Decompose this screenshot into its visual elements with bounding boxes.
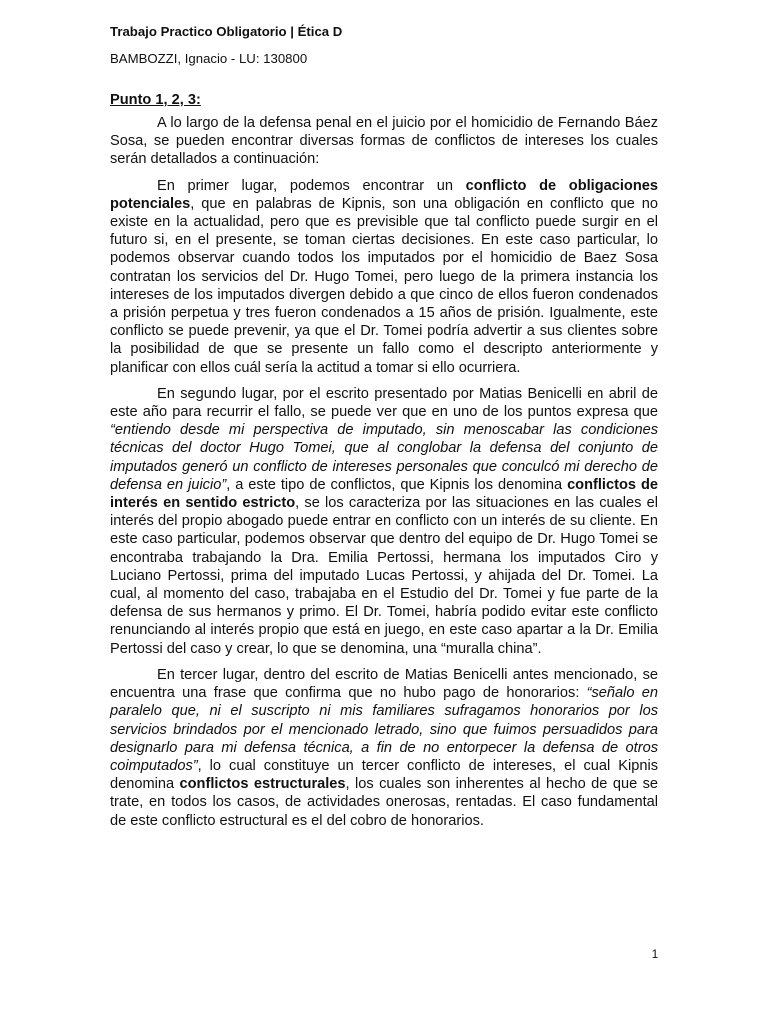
body-paragraph xyxy=(110,666,658,830)
bold-term: conflictos de interés en sentido estricto xyxy=(110,476,658,512)
paragraph-text: , los cuales son inherentes al hecho de que se trate, en todos los casos, de actividades onerosas, rentadas. El caso fundamental de este conflicto estructural es el del cobro de honorarios. xyxy=(110,776,659,829)
document-page xyxy=(110,22,658,830)
body-paragraph xyxy=(110,385,658,658)
quoted-text: “entiendo desde mi perspectiva de imputado, sin menoscabar las condiciones técnicas del doctor Hugo Tomei, que al conglobar la defensa del conjunto de imputados generó un conflicto de intereses personales que conculcó mi derecho de defensa en juicio” xyxy=(110,422,658,493)
body-paragraph xyxy=(110,177,658,377)
quoted-text: “señalo en paralelo que, ni el suscripto ni mis familiares sufragamos honorarios por los servicios brindados por el mencionado letrado, sino que fuimos persuadidos para designarlo para mi defensa técnica, a fin de no entorpecer la defensa de otros coimputados” xyxy=(110,685,658,774)
bold-term: conflicto de obligaciones potenciales xyxy=(110,177,658,212)
paragraph-text: , lo cual constituye un tercer conflicto de intereses, el cual Kipnis denomina xyxy=(110,757,658,793)
paragraph-text: En primer lugar, podemos encontrar un xyxy=(157,177,466,194)
document-header-title: Trabajo Practico Obligatorio | Ética D xyxy=(110,24,343,39)
document-author: BAMBOZZI, Ignacio - LU: 130800 xyxy=(110,51,308,66)
paragraph-text: , se los caracteriza por las situaciones en las cuales el interés del propio abogado puede entrar en conflicto con un interés de su cliente. En este caso particular, podemos observar que dentro del equipo de Dr. Hugo Tomei se encontraba trabajando la Dra. Emilia Pertossi, hermana los imputados Ciro y Luciano Pertossi, prima del imputado Lucas Pertossi, y ahijada del Dr. Tomei. La cual, al momento del caso, trabajaba en el Estudio del Dr. Tomei y fue parte de la defensa de sus hermanos y primo. El Dr. Tomei, habría podido evitar este conflicto renunciando al interés propio que está en juego, en este caso apartar a la Dr. Emilia Pertossi del caso y crear, lo que se denomina, una “muralla china”. xyxy=(110,495,659,657)
body-text xyxy=(110,114,658,830)
paragraph-text: , que en palabras de Kipnis, son una obligación en conflicto que no existe en la actualidad, pero que es previsible que tal conflicto puede surgir en el futuro si, en el presente, se toman ciertas decisiones. En este caso particular, lo podemos observar cuando todos los imputados por el homicidio de Baez Sosa contratan los servicios del Dr. Hugo Tomei, pero luego de la primera instancia los intereses de los imputados divergen debido a que cinco de ellos fueron condenados a prisión perpetua y tres fueron condenados a 15 años de prisión. Igualmente, este conflicto se puede prevenir, ya que el Dr. Tomei podría advertir a sus clientes sobre la posibilidad de que se presente un fallo como el descripto anteriormente y planificar con ellos cuál sería la actitud a tomar si ello ocurriera. xyxy=(110,195,658,376)
bold-term: conflictos estructurales xyxy=(179,776,346,793)
paragraph-text: En tercer lugar, dentro del escrito de Matias Benicelli antes mencionado, se encuentra una frase que confirma que no hubo pago de honorarios: xyxy=(110,666,658,702)
section-heading: Punto 1, 2, 3: xyxy=(110,92,201,108)
paragraph-text: En segundo lugar, por el escrito presentado por Matias Benicelli en abril de este año para recurrir el fallo, se puede ver que en uno de los puntos expresa que xyxy=(110,385,658,421)
page-number: 1 xyxy=(651,947,659,961)
paragraph-text: , a este tipo de conflictos, que Kipnis los denomina xyxy=(226,476,568,493)
body-paragraph xyxy=(110,114,658,169)
paragraph-text: A lo largo de la defensa penal en el juicio por el homicidio de Fernando Báez Sosa, se pueden encontrar diversas formas de conflictos de intereses los cuales serán detallados a continuación: xyxy=(110,115,658,168)
